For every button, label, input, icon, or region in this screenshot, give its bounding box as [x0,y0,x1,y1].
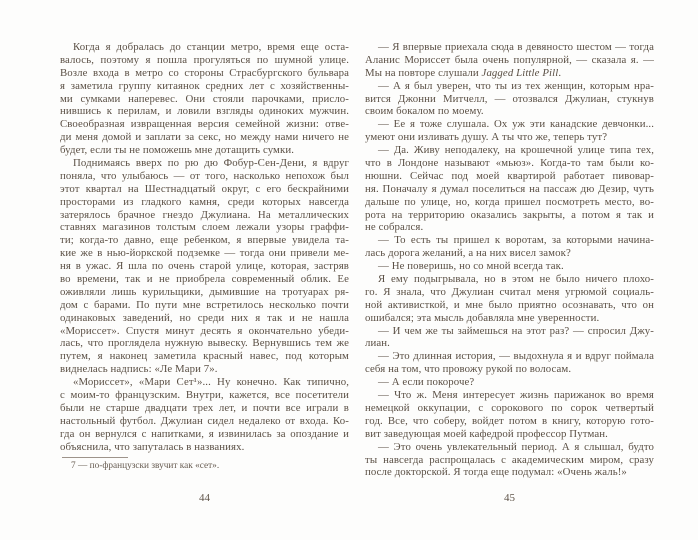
page-number-right: 45 [504,492,515,504]
text-line: Я ему подыгрывала, но в этом не было ничего плохо- [378,273,654,286]
text-line: ошибался; эта мысль добавляла мне уверенности. [365,311,600,324]
page-right [349,0,698,540]
footnote-separator [62,457,128,458]
text-line: ми сумками наперевес. Они стояли парочками, присло- [60,92,349,105]
text-line: лиан. [365,337,390,350]
text-line: лась дорога желаний, а на них висел замок? [365,247,571,260]
text-line: «Мориссет». Спустя минут десять я окончательно убеди- [60,324,349,337]
text-line: будет, если ты не поможешь мне дотащить сумки. [60,144,295,157]
text-line: Своеобразная извращенная версия семейной жизни: отве- [60,118,349,131]
text-line: вится Джонни Митчелл, — отозвался Джулиан, стукнув [365,92,654,105]
text-line: ставнях магазинов толстым слоем лежали узоры граффи- [60,221,349,234]
text-line: немецкой оккупации, с сорокового по сорок четвертый [365,401,654,414]
text-line: нюшни. Сейчас под моей квартирой работает пивовар- [365,169,654,182]
text-line: — Ее я тоже слушала. Ох уж эти канадские девчонки... [378,118,654,131]
page-left-text [60,41,349,454]
text-line: кие же в нью-йоркской подземке — тогда они привели ме- [60,247,349,260]
text-line: — А если покороче? [378,376,475,389]
text-line: путем, я наконец заметила красный навес, под которым [60,350,349,363]
text-line: ня в ужас. Я шла по очень старой улице, которая, застряв [60,260,349,273]
text-line: Поднимаясь вверх по рю дю Фобур-Сен-Дени, я вдруг [73,157,349,170]
text-line: поняла, что улыбаюсь — от того, насколько непохож был [60,169,349,182]
text-line: себя на том, что провожу рукой по волосам. [365,363,572,376]
text-line: — И чем же ты займешься на этот раз? — спросил Джу- [378,324,654,337]
text-line: ти; когда-то давно, еще ребенком, я впервые увидела та- [60,234,349,247]
text-line: Возле входа в метро со стороны Страсбургского бульвара [60,66,349,79]
text-line: нившись к перилам, и ловили взгляды одиноких мужчин. [60,105,349,118]
text-line: не собрался. [365,221,424,234]
text-line: — Это очень увлекательный период. А я слышал, будто [378,440,654,453]
text-line: — Я впервые приехала сюда в девяносто шестом — тогда [378,41,654,53]
text-line: Мы на повторе слушали Jagged Little Pill. [365,66,562,79]
text-line: ня. Поначалу я думал поселиться на пассаж дю Дезир, чуть [365,182,654,195]
text-line: дом с барами. По пути мне встретилось несколько почти [60,298,349,311]
text-line: объяснила, что запуталась в названиях. [60,440,245,453]
text-line: этот квартал на Шестнадцатый округ, с его бескрайними [60,182,349,195]
text-line: гда он вернулся с напитками, я извинилась за опоздание и [60,427,349,440]
text-line: вит заведующая моей кафедрой профессор Путман. [365,427,608,440]
text-line: дальше по улице, но, когда пришел посмотреть место, во- [365,195,654,208]
text-line: год. Все, что соберу, войдет потом в книгу, которую гото- [365,414,654,427]
text-line: умеют они изливать душу. А ты что же, теперь тут? [365,131,608,144]
text-line: оживляли лишь курильщики, дымившие на тротуарах ря- [60,285,349,298]
text-line: Когда я добралась до станции метро, время еще оста- [73,41,349,53]
text-line: валось, поэтому я пошла прогуляться по шумной улице. [60,53,349,66]
text-line: рота на территорию оказались закрыты, а потом я так и [365,208,654,221]
text-line: — Что ж. Меня интересует жизнь парижанок во время [378,389,654,402]
text-line: — Это длинная история, — выдохнула я и вдруг поймала [378,350,654,363]
page-right-text [365,41,654,479]
text-line: го. Я знала, что Джулиан считал меня угрюмой социаль- [365,285,654,298]
text-line: Аланис Мориссет была очень популярной, — сказала я. — [365,53,654,66]
text-line: — Да. Живу неподалеку, на крошечной улице типа тех, [378,144,654,157]
text-line: ди меня домой и заплати за секс, но между нами ничего не [60,131,349,144]
text-line: просторами из гладкого камня, среди которых навсегда [60,195,349,208]
text-line: что в Лондоне называют «мьюз». Когда-то там были ко- [365,157,654,170]
text-line: лась, что проглядела нужную вывеску. Вернувшись тем же [60,337,349,350]
text-line: — Не поверишь, но со мной всегда так. [378,260,564,273]
text-line: настольный футбол. Джулиан сидел недалеко от входа. Ко- [60,414,349,427]
text-line: виднелась надпись: «Ле Мари 7». [60,363,218,376]
page-number-left: 44 [199,492,210,504]
text-line: ты навсегда распрощалась с академическим миром, сразу [365,453,654,466]
text-line: во времени, так и не приобрела современный облик. Ее [60,273,349,286]
text-line: были не старше двадцати трех лет, и почти все играли в [60,401,349,414]
text-line: я заметила группу китаянок средних лет с хозяйственны- [60,79,349,92]
text-line: после докторской. Я тогда еще подумал: «Очень жаль!» [365,466,627,479]
text-line: затерялось брачное гнездо Джулиана. На металлических [60,208,349,221]
text-line: ной активисткой, и мне было приятно осознавать, что он [365,298,654,311]
text-line: с моим-то французским. Внутри, кажется, все посетители [60,389,349,402]
text-line: своим бокалом по моему. [365,105,484,118]
footnote-text: 7 — по-французски звучит как «сет». [71,461,220,471]
text-line: одинаковых заведений, но среди них я так и не нашла [60,311,349,324]
text-line: «Мориссет», «Мари Сет¹»... Ну конечно. Как типично, [73,376,349,389]
text-line: — То есть ты пришел к воротам, за которыми начина- [378,234,654,247]
text-line: — А я был уверен, что ты из тех женщин, которым нра- [378,79,654,92]
